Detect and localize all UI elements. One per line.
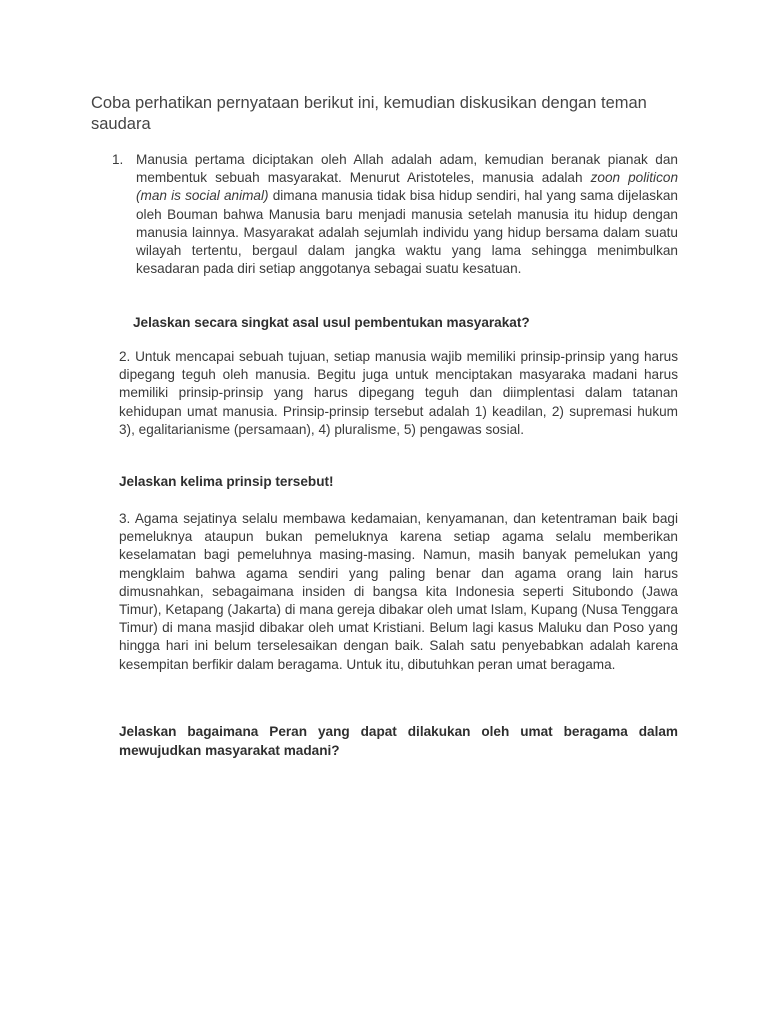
item1-text-end: dimana manusia tidak bisa hidup sendiri, hal yang sama dijelaskan oleh Bouman bahwa Manusia baru menjadi manusia setelah manusia itu hidup dengan manusia lainnya. Masyarakat adalah sejumlah individu yang hidup bersama dalam suatu wilayah tertentu, bergaul dalam jangka waktu yang lama sehingga menimbulkan kesadaran pada diri setiap anggotanya sebagai suatu kesatuan. [136,188,678,277]
paragraph-3: 3. Agama sejatinya selalu membawa kedamaian, kenyamanan, dan ketentraman baik bagi pemeluknya ataupun bukan pemeluknya karena setiap agama selalu memberikan keselamatan bagi pemeluhnya masing-masing. Namun, masih banyak pemelukan yang mengklaim bahwa agama sendiri yang paling benar dan agama orang lain harus dimusnahkan, sebagaimana insiden di bangsa kita Indonesia seperti Situbondo (Jawa Timur), Ketapang (Jakarta) di mana gereja dibakar oleh umat Islam, Kupang (Nusa Tenggara Timur) di mana masjid dibakar oleh umat Kristiani. Belum lagi kasus Maluku dan Poso yang hingga hari ini belum terselesaikan dengan baik. Salah satu penyebabkan adalah karena kesempitan berfikir dalam beragama. Untuk itu, dibutuhkan peran umat beragama. [119,511,678,672]
item1-text-start: Manusia pertama diciptakan oleh Allah adalah adam, kemudian beranak pianak dan membentuk sebuah masyarakat. Menurut Aristoteles, manusia adalah [136,152,678,186]
item1-italic-term: zoon politicon (man is social animal) [136,170,678,204]
question-2: Jelaskan kelima prinsip tersebut! [119,474,334,489]
question-1: Jelaskan secara singkat asal usul pembentukan masyarakat? [133,315,530,330]
question-3: Jelaskan bagaimana Peran yang dapat dilakukan oleh umat beragama dalam mewujudkan masyarakat madani? [119,724,678,758]
intro-text: Coba perhatikan pernyataan berikut ini, kemudian diskusikan dengan teman saudara [91,94,647,133]
list-item-1-text [136,151,678,278]
list-item-number: 1. [112,152,124,167]
paragraph-2: 2. Untuk mencapai sebuah tujuan, setiap manusia wajib memiliki prinsip-prinsip yang harus dipegang teguh oleh manusia. Begitu juga untuk menciptakan masyaraka madani harus memiliki prinsip-prinsip yang harus dipegang teguh dan diimplentasi dalam tatanan kehidupan umat manusia. Prinsip-prinsip tersebut adalah 1) keadilan, 2) supremasi hukum 3), egalitarianisme (persamaan), 4) pluralisme, 5) pengawas sosial. [119,349,678,437]
